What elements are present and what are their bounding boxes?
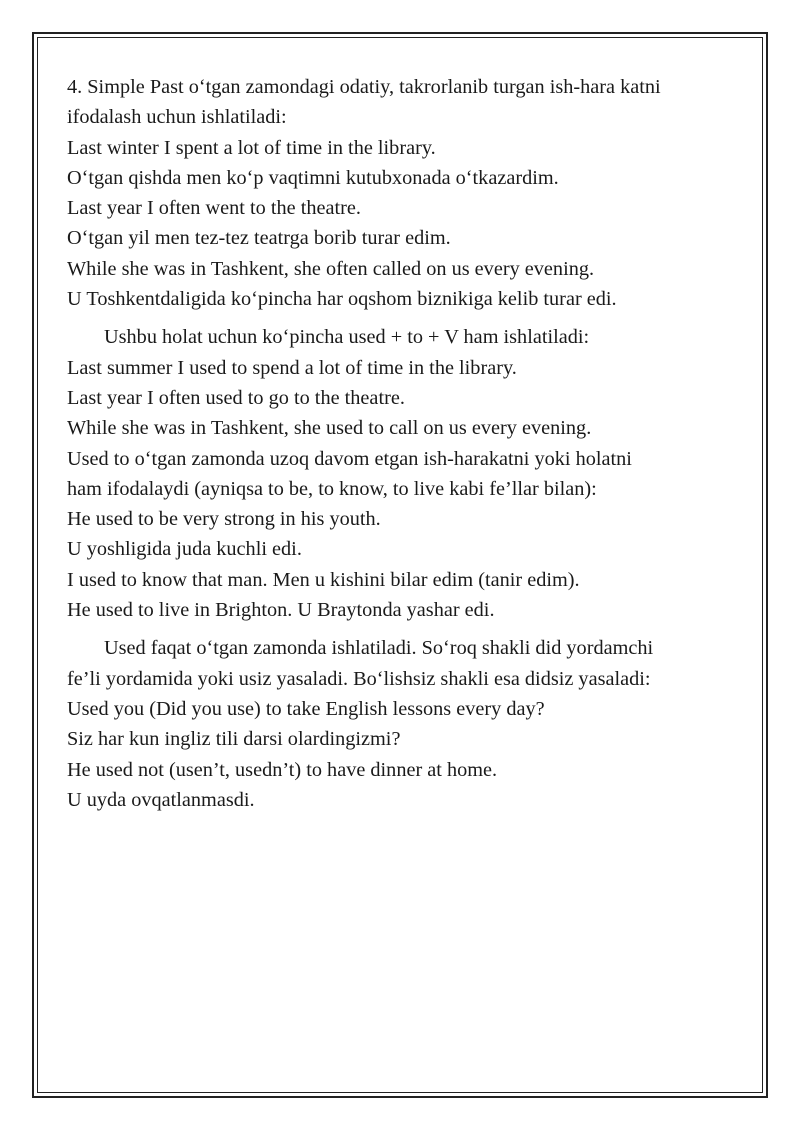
text-line: He used not (usen’t, usedn’t) to have dinner at home. <box>67 758 498 781</box>
text-line: fe’li yordamida yoki usiz yasaladi. Bo‘lishsiz shakli esa didsiz yasaladi: <box>67 667 651 690</box>
text-line: Used you (Did you use) to take English lessons every day? <box>67 697 545 720</box>
text-line: Ushbu holat uchun ko‘pincha used + to + V ham ishlatiladi: <box>104 326 590 349</box>
text-line: Last year I often went to the theatre. <box>67 197 361 220</box>
text-line: O‘tgan yil men tez-tez teatrga borib turar edim. <box>67 227 451 250</box>
text-line: He used to live in Brighton. U Braytonda yashar edi. <box>67 599 495 622</box>
paragraph-used-forms <box>67 633 747 815</box>
text-line: Used to o‘tgan zamonda uzoq davom etgan ish-harakatni yoki holatni <box>67 447 632 470</box>
text-line: While she was in Tashkent, she often called on us every evening. <box>67 257 595 280</box>
text-line: Used faqat o‘tgan zamonda ishlatiladi. So‘roq shakli did yordamchi <box>104 637 654 660</box>
paragraph-simple-past <box>67 72 747 314</box>
text-line: U Toshkentdaligida ko‘pincha har oqshom biznikiga kelib turar edi. <box>67 288 617 311</box>
text-line: He used to be very strong in his youth. <box>67 508 381 531</box>
text-line: Siz har kun ingliz tili darsi olardingizmi? <box>67 728 401 751</box>
text-line: U yoshligida juda kuchli edi. <box>67 538 302 561</box>
paragraph-used-to <box>67 322 747 625</box>
text-line: ham ifodalaydi (ayniqsa to be, to know, to live kabi fe’llar bilan): <box>67 477 597 500</box>
document-body <box>67 72 747 815</box>
text-line: 4. Simple Past o‘tgan zamondagi odatiy, takrorlanib turgan ish-hara katni <box>67 76 661 98</box>
text-line: Last winter I spent a lot of time in the library. <box>67 136 436 159</box>
text-line: ifodalash uchun ishlatiladi: <box>67 106 287 129</box>
text-line: U uyda ovqatlanmasdi. <box>67 788 255 811</box>
text-line: Last summer I used to spend a lot of time in the library. <box>67 356 517 379</box>
text-line: Last year I often used to go to the theatre. <box>67 386 405 409</box>
text-line: While she was in Tashkent, she used to call on us every evening. <box>67 417 592 440</box>
text-line: I used to know that man. Men u kishini bilar edim (tanir edim). <box>67 568 580 591</box>
text-line: O‘tgan qishda men ko‘p vaqtimni kutubxonada o‘tkazardim. <box>67 166 559 189</box>
